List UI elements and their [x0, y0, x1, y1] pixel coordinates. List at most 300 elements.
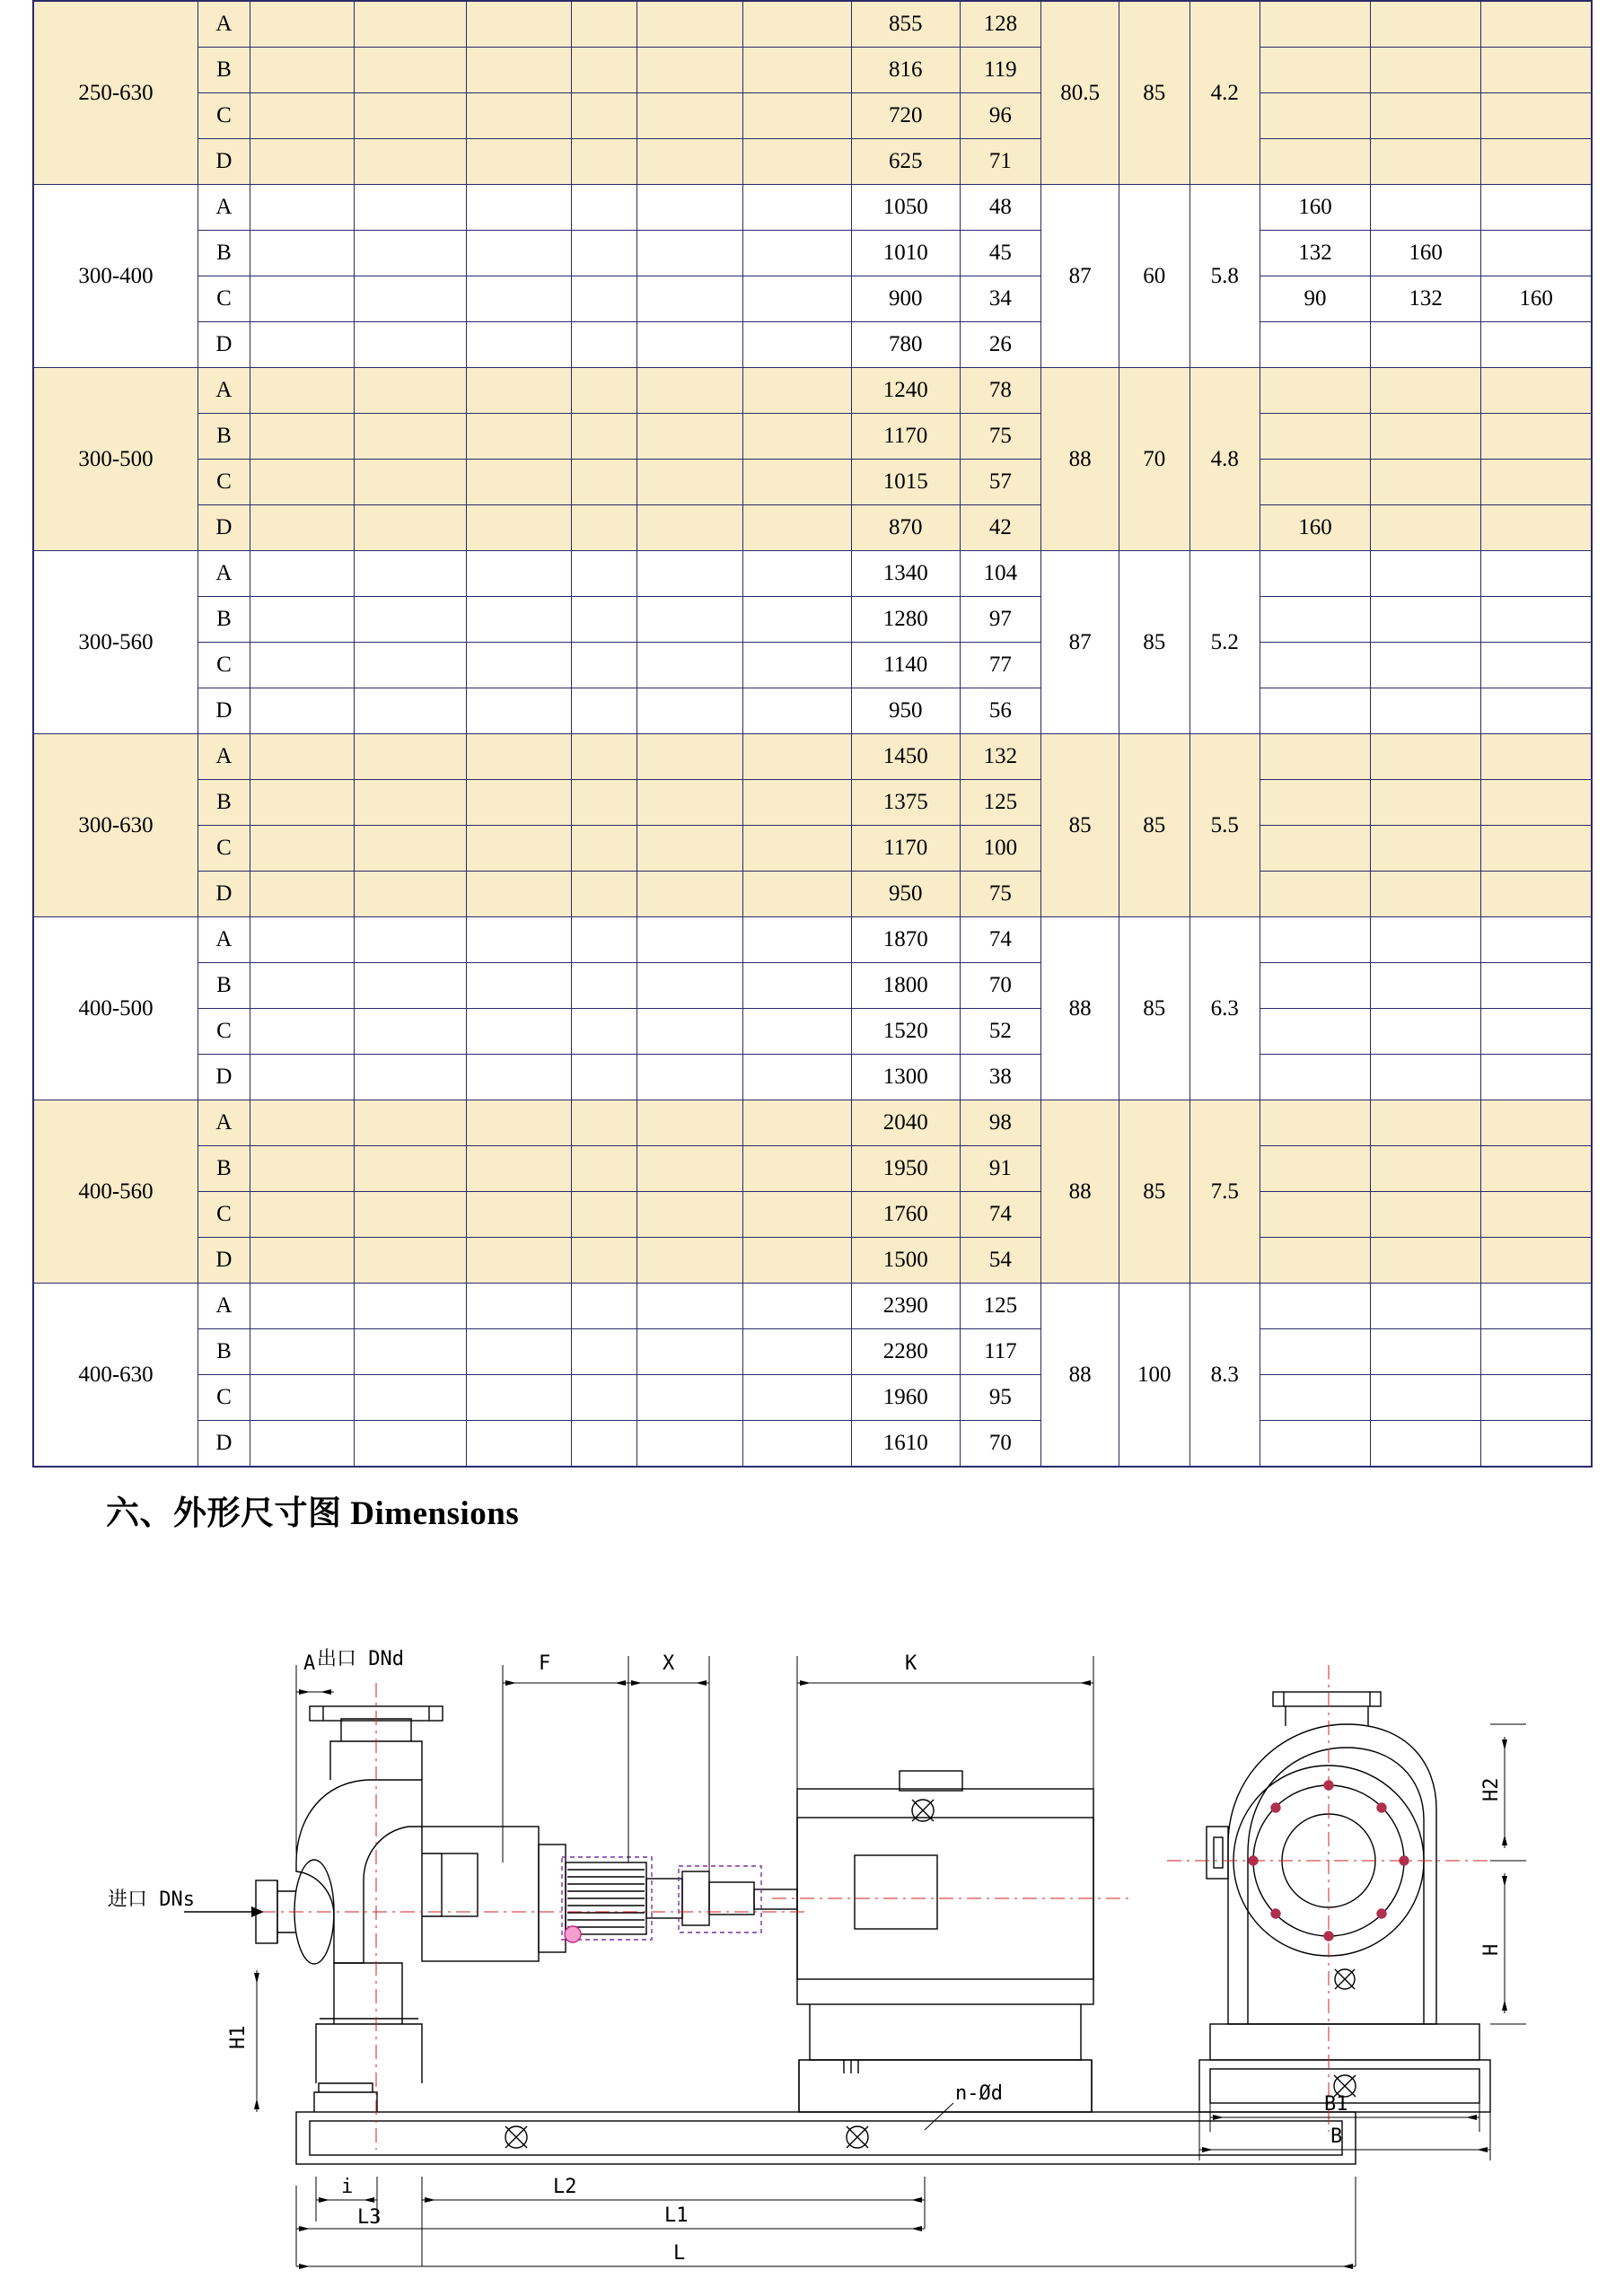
cell-blank [354, 1238, 467, 1284]
cell-n: 855 [851, 1, 960, 48]
cell-pw: 5.2 [1189, 551, 1260, 734]
cell-variant-letter: C [198, 460, 250, 505]
cell-blank [636, 368, 742, 414]
cell-t3 [1481, 1009, 1592, 1055]
cell-variant-letter: C [198, 93, 250, 139]
cell-eff: 88 [1041, 1284, 1119, 1468]
cell-variant-letter: C [198, 276, 250, 322]
cell-t3 [1481, 460, 1592, 505]
cell-variant-letter: B [198, 780, 250, 826]
cell-p: 96 [960, 93, 1041, 139]
cell-p: 70 [960, 963, 1041, 1009]
cell-blank [636, 505, 742, 551]
cell-blank [743, 1421, 852, 1468]
cell-blank [354, 1146, 467, 1192]
cell-t3 [1481, 48, 1592, 93]
cell-blank [250, 1329, 354, 1375]
cell-blank [636, 93, 742, 139]
cell-blank [250, 139, 354, 185]
cell-blank [354, 1284, 467, 1329]
cell-p: 100 [960, 826, 1041, 872]
cell-t1 [1260, 1329, 1370, 1375]
cell-blank [467, 734, 572, 780]
cell-blank [636, 734, 742, 780]
cell-blank [743, 414, 852, 460]
table-row [33, 231, 1592, 276]
cell-blank [572, 322, 636, 368]
cell-blank [636, 48, 742, 93]
cell-blank [572, 93, 636, 139]
table-row [33, 1329, 1592, 1375]
cell-t3 [1481, 505, 1592, 551]
cell-n: 870 [851, 505, 960, 551]
cell-blank [636, 917, 742, 963]
cell-n: 1950 [851, 1146, 960, 1192]
cell-blank [354, 48, 467, 93]
cell-blank [636, 1421, 742, 1468]
cell-model: 400-500 [33, 917, 198, 1100]
cell-pw: 7.5 [1189, 1100, 1260, 1284]
cell-blank [250, 368, 354, 414]
cell-variant-letter: D [198, 1238, 250, 1284]
cell-blank [354, 963, 467, 1009]
cell-p: 95 [960, 1375, 1041, 1421]
cell-t3 [1481, 963, 1592, 1009]
cell-t2 [1371, 1009, 1481, 1055]
cell-variant-letter: D [198, 688, 250, 734]
cell-t2 [1371, 93, 1481, 139]
cell-blank [467, 551, 572, 597]
cell-n: 1280 [851, 597, 960, 643]
cell-blank [467, 1100, 572, 1146]
cell-p: 104 [960, 551, 1041, 597]
cell-variant-letter: B [198, 1329, 250, 1375]
cell-t3 [1481, 643, 1592, 688]
cell-n: 780 [851, 322, 960, 368]
cell-blank [354, 780, 467, 826]
cell-blank [636, 826, 742, 872]
table-row [33, 597, 1592, 643]
cell-t3 [1481, 1421, 1592, 1468]
cell-t1 [1260, 48, 1370, 93]
cell-blank [250, 48, 354, 93]
cell-t2 [1371, 460, 1481, 505]
cell-blank [467, 231, 572, 276]
cell-blank [572, 688, 636, 734]
cell-blank [250, 1238, 354, 1284]
cell-npsh: 85 [1119, 917, 1189, 1100]
cell-blank [743, 1375, 852, 1421]
cell-blank [354, 1421, 467, 1468]
cell-n: 950 [851, 872, 960, 917]
cell-variant-letter: C [198, 826, 250, 872]
cell-t2 [1371, 688, 1481, 734]
cell-blank [572, 139, 636, 185]
cell-n: 1800 [851, 963, 960, 1009]
cell-t2 [1371, 1146, 1481, 1192]
cell-blank [572, 185, 636, 231]
table-row [33, 826, 1592, 872]
cell-t1 [1260, 963, 1370, 1009]
cell-variant-letter: A [198, 917, 250, 963]
cell-blank [743, 1284, 852, 1329]
cell-t1 [1260, 1192, 1370, 1238]
cell-blank [743, 231, 852, 276]
cell-blank [743, 48, 852, 93]
cell-n: 1500 [851, 1238, 960, 1284]
cell-t3 [1481, 185, 1592, 231]
cell-p: 26 [960, 322, 1041, 368]
cell-blank [354, 93, 467, 139]
cell-n: 1050 [851, 185, 960, 231]
cell-t1 [1260, 597, 1370, 643]
cell-t2 [1371, 414, 1481, 460]
cell-blank [250, 505, 354, 551]
cell-n: 2390 [851, 1284, 960, 1329]
cell-t1 [1260, 643, 1370, 688]
cell-blank [743, 1146, 852, 1192]
table-row [33, 368, 1592, 414]
cell-t2 [1371, 139, 1481, 185]
cell-blank [572, 551, 636, 597]
label-B1: B1 [1324, 2093, 1348, 2116]
table-row [33, 780, 1592, 826]
cell-blank [636, 1284, 742, 1329]
cell-t1 [1260, 688, 1370, 734]
cell-blank [250, 1055, 354, 1100]
cell-blank [572, 643, 636, 688]
cell-blank [354, 872, 467, 917]
table-row [33, 48, 1592, 93]
cell-blank [572, 1146, 636, 1192]
cell-t2 [1371, 1100, 1481, 1146]
cell-p: 48 [960, 185, 1041, 231]
cell-blank [250, 963, 354, 1009]
cell-blank [250, 1421, 354, 1468]
cell-variant-letter: D [198, 1055, 250, 1100]
cell-pw: 8.3 [1189, 1284, 1260, 1468]
cell-blank [572, 1192, 636, 1238]
cell-t3 [1481, 1192, 1592, 1238]
page-title [106, 1485, 519, 1534]
cell-blank [467, 414, 572, 460]
cell-blank [636, 1, 742, 48]
cell-blank [467, 368, 572, 414]
cell-variant-letter: A [198, 185, 250, 231]
cell-t3: 160 [1481, 276, 1592, 322]
cell-t2 [1371, 872, 1481, 917]
table-row [33, 734, 1592, 780]
cell-t3 [1481, 1238, 1592, 1284]
cell-blank [572, 368, 636, 414]
cell-blank [743, 322, 852, 368]
cell-blank [467, 780, 572, 826]
cell-blank [354, 1375, 467, 1421]
cell-blank [354, 322, 467, 368]
cell-eff: 88 [1041, 368, 1119, 551]
cell-pw: 6.3 [1189, 917, 1260, 1100]
cell-p: 74 [960, 1192, 1041, 1238]
specification-table-wrapper [32, 0, 1593, 1468]
cell-t2 [1371, 917, 1481, 963]
cell-t3 [1481, 1055, 1592, 1100]
cell-n: 1300 [851, 1055, 960, 1100]
cell-t1 [1260, 780, 1370, 826]
cell-blank [743, 1192, 852, 1238]
cell-n: 2280 [851, 1329, 960, 1375]
cell-blank [250, 872, 354, 917]
cell-blank [354, 139, 467, 185]
cell-blank [354, 643, 467, 688]
label-K: K [905, 1652, 917, 1675]
cell-blank [354, 368, 467, 414]
cell-model: 400-560 [33, 1100, 198, 1284]
label-L2: L2 [553, 2176, 577, 2198]
cell-eff: 88 [1041, 917, 1119, 1100]
cell-blank [572, 1100, 636, 1146]
cell-blank [572, 414, 636, 460]
cell-t1 [1260, 551, 1370, 597]
cell-blank [636, 963, 742, 1009]
cell-blank [250, 551, 354, 597]
cell-blank [572, 505, 636, 551]
cell-blank [354, 231, 467, 276]
cell-p: 78 [960, 368, 1041, 414]
cell-blank [467, 1329, 572, 1375]
cell-t1 [1260, 1421, 1370, 1468]
cell-blank [636, 276, 742, 322]
cell-blank [250, 597, 354, 643]
cell-blank [572, 597, 636, 643]
cell-blank [467, 872, 572, 917]
cell-npsh: 70 [1119, 368, 1189, 551]
cell-variant-letter: A [198, 551, 250, 597]
cell-t3 [1481, 322, 1592, 368]
label-H: H [1480, 1943, 1503, 1956]
cell-eff: 80.5 [1041, 1, 1119, 185]
cell-p: 97 [960, 597, 1041, 643]
cell-n: 1170 [851, 826, 960, 872]
cell-t1 [1260, 872, 1370, 917]
cell-n: 1015 [851, 460, 960, 505]
cell-blank [467, 1375, 572, 1421]
cell-blank [354, 1055, 467, 1100]
cell-t2: 132 [1371, 276, 1481, 322]
cell-blank [354, 734, 467, 780]
cell-t1 [1260, 368, 1370, 414]
label-H2: H2 [1480, 1777, 1503, 1801]
cell-blank [250, 1284, 354, 1329]
cell-t1 [1260, 414, 1370, 460]
specification-table [32, 0, 1593, 1468]
cell-blank [467, 139, 572, 185]
cell-p: 91 [960, 1146, 1041, 1192]
cell-blank [743, 734, 852, 780]
cell-blank [572, 872, 636, 917]
cell-blank [572, 1055, 636, 1100]
cell-blank [250, 643, 354, 688]
cell-blank [250, 917, 354, 963]
cell-blank [636, 139, 742, 185]
cell-variant-letter: A [198, 1284, 250, 1329]
cell-blank [636, 1009, 742, 1055]
cell-t3 [1481, 93, 1592, 139]
cell-p: 70 [960, 1421, 1041, 1468]
cell-t2 [1371, 505, 1481, 551]
cell-blank [467, 688, 572, 734]
cell-t1 [1260, 460, 1370, 505]
cell-t2 [1371, 963, 1481, 1009]
cell-blank [467, 185, 572, 231]
cell-model: 300-500 [33, 368, 198, 551]
cell-blank [354, 276, 467, 322]
cell-blank [636, 643, 742, 688]
cell-t3 [1481, 1375, 1592, 1421]
cell-p: 119 [960, 48, 1041, 93]
cell-blank [572, 734, 636, 780]
label-B: B [1330, 2125, 1343, 2148]
cell-t2 [1371, 1284, 1481, 1329]
cell-n: 1960 [851, 1375, 960, 1421]
cell-eff: 87 [1041, 551, 1119, 734]
cell-t3 [1481, 597, 1592, 643]
cell-blank [743, 368, 852, 414]
cell-model: 300-630 [33, 734, 198, 917]
cell-p: 125 [960, 780, 1041, 826]
cell-npsh: 85 [1119, 734, 1189, 917]
cell-blank [250, 1375, 354, 1421]
cell-variant-letter: B [198, 231, 250, 276]
table-row [33, 643, 1592, 688]
cell-t3 [1481, 1, 1592, 48]
section-title-cn: 六、外形尺寸图 [106, 1495, 342, 1532]
cell-p: 77 [960, 643, 1041, 688]
cell-blank [743, 1009, 852, 1055]
cell-p: 98 [960, 1100, 1041, 1146]
cell-blank [636, 185, 742, 231]
label-A: A [303, 1652, 316, 1675]
section-title-en: Dimensions [350, 1495, 520, 1532]
table-row [33, 1284, 1592, 1329]
cell-n: 1340 [851, 551, 960, 597]
cell-blank [743, 276, 852, 322]
cell-n: 1760 [851, 1192, 960, 1238]
cell-blank [636, 231, 742, 276]
cell-pw: 4.2 [1189, 1, 1260, 185]
cell-p: 117 [960, 1329, 1041, 1375]
cell-variant-letter: C [198, 1192, 250, 1238]
cell-t1: 132 [1260, 231, 1370, 276]
cell-p: 125 [960, 1284, 1041, 1329]
cell-n: 1610 [851, 1421, 960, 1468]
cell-npsh: 60 [1119, 185, 1189, 368]
table-row [33, 1421, 1592, 1468]
cell-t2 [1371, 1055, 1481, 1100]
cell-blank [572, 1284, 636, 1329]
cell-variant-letter: C [198, 1375, 250, 1421]
cell-t3 [1481, 1100, 1592, 1146]
table-row [33, 505, 1592, 551]
cell-t2 [1371, 48, 1481, 93]
cell-variant-letter: B [198, 963, 250, 1009]
cell-blank [250, 322, 354, 368]
cell-blank [743, 93, 852, 139]
cell-variant-letter: B [198, 597, 250, 643]
table-row [33, 963, 1592, 1009]
label-H1: H1 [227, 2025, 250, 2049]
cell-n: 1450 [851, 734, 960, 780]
cell-blank [636, 551, 742, 597]
cell-variant-letter: A [198, 1100, 250, 1146]
cell-pw: 5.5 [1189, 734, 1260, 917]
cell-variant-letter: B [198, 1146, 250, 1192]
table-row [33, 1055, 1592, 1100]
cell-t2 [1371, 368, 1481, 414]
cell-blank [467, 1, 572, 48]
cell-blank [572, 276, 636, 322]
cell-t1 [1260, 93, 1370, 139]
cell-p: 75 [960, 872, 1041, 917]
cell-t2 [1371, 597, 1481, 643]
cell-blank [636, 597, 742, 643]
cell-t3 [1481, 231, 1592, 276]
cell-blank [636, 414, 742, 460]
cell-p: 56 [960, 688, 1041, 734]
cell-variant-letter: D [198, 139, 250, 185]
cell-p: 128 [960, 1, 1041, 48]
cell-model: 300-560 [33, 551, 198, 734]
cell-t1 [1260, 322, 1370, 368]
cell-t1: 160 [1260, 185, 1370, 231]
cell-blank [572, 780, 636, 826]
cell-t2 [1371, 1192, 1481, 1238]
cell-blank [354, 1, 467, 48]
cell-blank [636, 1329, 742, 1375]
label-X: X [663, 1652, 675, 1675]
cell-eff: 85 [1041, 734, 1119, 917]
cell-t2 [1371, 1329, 1481, 1375]
cell-blank [467, 276, 572, 322]
cell-n: 720 [851, 93, 960, 139]
cell-p: 45 [960, 231, 1041, 276]
cell-variant-letter: D [198, 505, 250, 551]
cell-t2 [1371, 1, 1481, 48]
cell-blank [743, 917, 852, 963]
cell-p: 71 [960, 139, 1041, 185]
cell-blank [743, 505, 852, 551]
cell-blank [250, 826, 354, 872]
cell-blank [250, 1100, 354, 1146]
table-row [33, 322, 1592, 368]
cell-blank [467, 1421, 572, 1468]
cell-blank [743, 139, 852, 185]
cell-n: 1140 [851, 643, 960, 688]
cell-n: 1520 [851, 1009, 960, 1055]
cell-blank [250, 688, 354, 734]
cell-blank [250, 276, 354, 322]
cell-blank [572, 1421, 636, 1468]
cell-blank [467, 460, 572, 505]
cell-blank [572, 1329, 636, 1375]
cell-blank [743, 1, 852, 48]
cell-n: 625 [851, 139, 960, 185]
cell-blank [467, 1192, 572, 1238]
cell-blank [743, 1100, 852, 1146]
cell-t1 [1260, 1284, 1370, 1329]
cell-blank [743, 185, 852, 231]
cell-t3 [1481, 1329, 1592, 1375]
cell-blank [572, 917, 636, 963]
